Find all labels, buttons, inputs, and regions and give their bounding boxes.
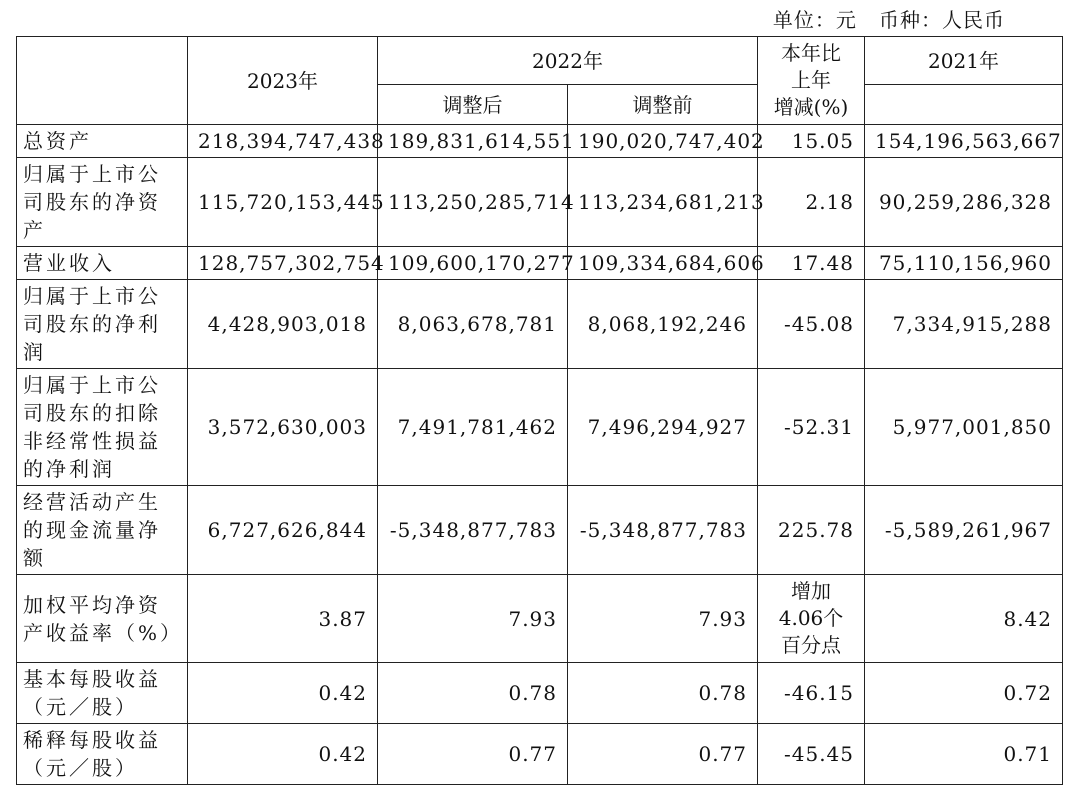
table-row bbox=[17, 158, 1063, 247]
value-2021: 154,196,563,667 bbox=[865, 125, 1063, 158]
row-label-line: 司股东的净利 bbox=[23, 312, 161, 336]
header-2021-blank bbox=[865, 85, 1063, 125]
value-2022-adjusted-before: 190,020,747,402 bbox=[568, 125, 758, 158]
header-change-line: 上年 bbox=[791, 68, 831, 92]
value-2023: 6,727,626,844 bbox=[188, 486, 378, 575]
header-change-line: 增减(%) bbox=[773, 95, 849, 119]
header-2022-adjusted-before: 调整前 bbox=[568, 85, 758, 125]
value-2022-adjusted-before: 7.93 bbox=[568, 575, 758, 663]
unit-currency-note: 单位：元 币种：人民币 bbox=[772, 8, 1005, 32]
value-2023: 218,394,747,438 bbox=[188, 125, 378, 158]
value-yoy-change: -45.45 bbox=[758, 724, 865, 785]
value-2022-adjusted-after: 8,063,678,781 bbox=[378, 280, 568, 369]
header-row-top bbox=[17, 37, 1063, 85]
header-label-blank bbox=[17, 37, 188, 125]
row-label-line: 基本每股收益 bbox=[23, 667, 161, 691]
row-label-line: 司股东的净资 bbox=[23, 190, 161, 214]
value-2022-adjusted-after: 0.77 bbox=[378, 724, 568, 785]
financial-indicators-table bbox=[16, 36, 1063, 785]
row-label bbox=[17, 486, 188, 575]
table-row bbox=[17, 724, 1063, 785]
row-label-line: 总资产 bbox=[23, 129, 92, 153]
value-2021: 7,334,915,288 bbox=[865, 280, 1063, 369]
table-row bbox=[17, 663, 1063, 724]
value-2022-adjusted-before: 0.78 bbox=[568, 663, 758, 724]
value-2021: 0.72 bbox=[865, 663, 1063, 724]
value-yoy-change: -46.15 bbox=[758, 663, 865, 724]
value-2023: 0.42 bbox=[188, 663, 378, 724]
value-2022-adjusted-after: 7,491,781,462 bbox=[378, 369, 568, 486]
table-row bbox=[17, 575, 1063, 663]
header-yoy-change bbox=[758, 37, 865, 125]
value-2022-adjusted-before: 8,068,192,246 bbox=[568, 280, 758, 369]
value-yoy-change: 225.78 bbox=[758, 486, 865, 575]
row-label-line: 营业收入 bbox=[23, 251, 115, 275]
header-2022: 2022年 bbox=[378, 37, 758, 85]
value-2022-adjusted-before: -5,348,877,783 bbox=[568, 486, 758, 575]
value-2022-adjusted-before: 0.77 bbox=[568, 724, 758, 785]
value-2021: 8.42 bbox=[865, 575, 1063, 663]
row-label bbox=[17, 280, 188, 369]
table-row bbox=[17, 247, 1063, 280]
value-2021: 5,977,001,850 bbox=[865, 369, 1063, 486]
header-2023: 2023年 bbox=[188, 37, 378, 125]
row-label-line: 归属于上市公 bbox=[23, 284, 161, 308]
value-2022-adjusted-after: 189,831,614,551 bbox=[378, 125, 568, 158]
row-label-line: 非经常性损益 bbox=[23, 429, 161, 453]
row-label-line: （元／股） bbox=[23, 695, 138, 719]
value-2023: 3.87 bbox=[188, 575, 378, 663]
value-2022-adjusted-before: 109,334,684,606 bbox=[568, 247, 758, 280]
row-label-line: 产 bbox=[23, 218, 46, 242]
table-row bbox=[17, 125, 1063, 158]
value-2022-adjusted-after: -5,348,877,783 bbox=[378, 486, 568, 575]
row-label-line: 的净利润 bbox=[23, 457, 115, 481]
value-2022-adjusted-after: 109,600,170,277 bbox=[378, 247, 568, 280]
value-2021: 75,110,156,960 bbox=[865, 247, 1063, 280]
value-2023: 0.42 bbox=[188, 724, 378, 785]
change-line: 增加 bbox=[791, 579, 831, 603]
change-line: 4.06个 bbox=[778, 606, 844, 630]
row-label-line: 加权平均净资 bbox=[23, 592, 161, 617]
value-2022-adjusted-after: 113,250,285,714 bbox=[378, 158, 568, 247]
value-yoy-change: 17.48 bbox=[758, 247, 865, 280]
value-2023: 4,428,903,018 bbox=[188, 280, 378, 369]
table-row bbox=[17, 280, 1063, 369]
value-2023: 128,757,302,754 bbox=[188, 247, 378, 280]
row-label bbox=[17, 575, 188, 663]
row-label-line: 稀释每股收益 bbox=[23, 728, 161, 752]
row-label-line: 产收益率（%） bbox=[23, 620, 184, 645]
row-label-line: 额 bbox=[23, 546, 46, 570]
table-row bbox=[17, 486, 1063, 575]
table-row bbox=[17, 369, 1063, 486]
value-2023: 3,572,630,003 bbox=[188, 369, 378, 486]
row-label bbox=[17, 247, 188, 280]
value-2023: 115,720,153,445 bbox=[188, 158, 378, 247]
row-label-line: 司股东的扣除 bbox=[23, 401, 161, 425]
row-label-line: （元／股） bbox=[23, 756, 138, 780]
value-yoy-change: -52.31 bbox=[758, 369, 865, 486]
header-2021: 2021年 bbox=[865, 37, 1063, 85]
value-2022-adjusted-after: 0.78 bbox=[378, 663, 568, 724]
value-yoy-change: 2.18 bbox=[758, 158, 865, 247]
change-line: 百分点 bbox=[781, 633, 841, 657]
value-2021: 0.71 bbox=[865, 724, 1063, 785]
header-change-line: 本年比 bbox=[781, 41, 841, 65]
row-label bbox=[17, 663, 188, 724]
row-label bbox=[17, 369, 188, 486]
row-label-line: 的现金流量净 bbox=[23, 518, 161, 542]
header-2022-adjusted-after: 调整后 bbox=[378, 85, 568, 125]
row-label-line: 归属于上市公 bbox=[23, 373, 161, 397]
row-label-line: 归属于上市公 bbox=[23, 162, 161, 186]
value-2021: -5,589,261,967 bbox=[865, 486, 1063, 575]
value-yoy-change bbox=[758, 575, 865, 663]
value-2022-adjusted-after: 7.93 bbox=[378, 575, 568, 663]
row-label-line: 经营活动产生 bbox=[23, 490, 161, 514]
value-2021: 90,259,286,328 bbox=[865, 158, 1063, 247]
value-2022-adjusted-before: 113,234,681,213 bbox=[568, 158, 758, 247]
row-label bbox=[17, 158, 188, 247]
row-label-line: 润 bbox=[23, 340, 46, 364]
value-yoy-change: 15.05 bbox=[758, 125, 865, 158]
row-label bbox=[17, 724, 188, 785]
value-yoy-change: -45.08 bbox=[758, 280, 865, 369]
row-label bbox=[17, 125, 188, 158]
value-2022-adjusted-before: 7,496,294,927 bbox=[568, 369, 758, 486]
